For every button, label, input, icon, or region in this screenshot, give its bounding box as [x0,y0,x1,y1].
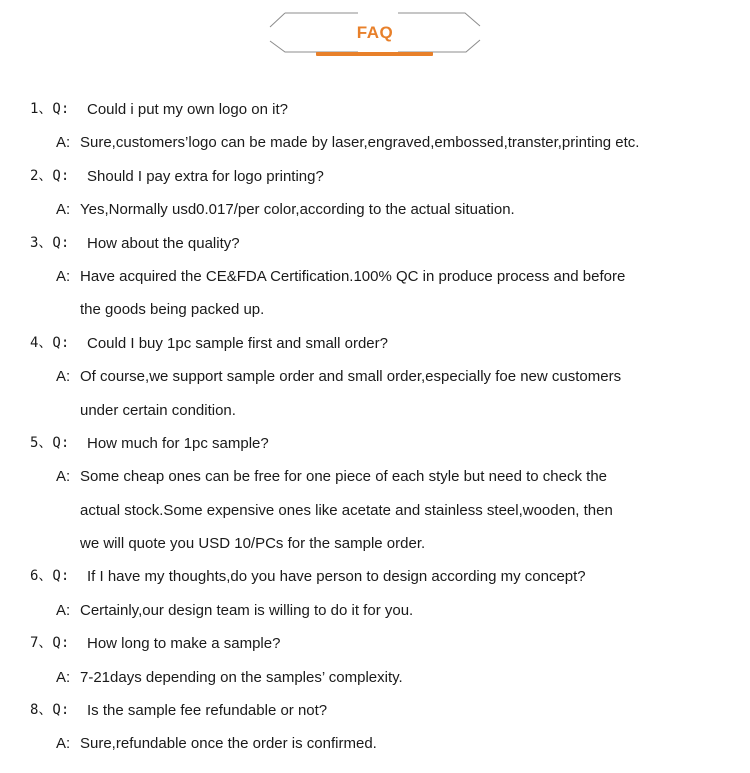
question-text: Could I buy 1pc sample first and small order? [87,334,388,352]
faq-answer-row [0,293,750,326]
question-number: 3、Q: [30,234,70,251]
header-accent-bar [316,52,433,56]
faq-answer-row [0,394,750,427]
faq-answer-row [0,494,750,527]
answer-prefix: A: [56,134,71,152]
answer-text: Sure,refundable once the order is confirmed. [80,735,377,753]
faq-header [0,0,750,70]
answer-prefix: A: [56,735,71,753]
question-text: Is the sample fee refundable or not? [87,702,328,720]
answer-text: Some cheap ones can be free for one piece of each style but need to check the [80,468,608,486]
faq-question-row [0,627,750,660]
question-number: 2、Q: [30,167,70,184]
faq-question-row [0,327,750,360]
faq-answer-row [0,126,750,159]
faq-answer-row [0,594,750,627]
answer-text: under certain condition. [80,401,236,419]
faq-answer-row [0,727,750,760]
answer-prefix: A: [56,601,71,619]
page-title: FAQ [356,23,394,42]
question-number: 8、Q: [30,702,70,719]
faq-question-row [0,227,750,260]
question-number: 7、Q: [30,635,70,652]
faq-question-row [0,694,750,727]
answer-text: actual stock.Some expensive ones like acetate and stainless steel,wooden, then [80,501,613,519]
answer-prefix: A: [56,468,71,486]
answer-text: Sure,customers’logo can be made by laser,engraved,embossed,transter,printing etc. [80,134,640,152]
answer-text: Have acquired the CE&FDA Certification.100% QC in produce process and before [80,267,626,285]
faq-answer-row [0,661,750,694]
question-number: 1、Q: [30,101,70,117]
faq-question-row [0,160,750,193]
answer-text: 7-21days depending on the samples’ complexity. [80,668,403,686]
question-text: How much for 1pc sample? [87,434,269,452]
answer-prefix: A: [56,368,71,386]
question-number: 6、Q: [30,568,70,585]
faq-answer-row [0,193,750,226]
faq-answer-row [0,460,750,493]
faq-answer-row [0,527,750,560]
answer-text: the goods being packed up. [80,301,265,319]
question-number: 5、Q: [30,434,70,451]
answer-text: Certainly,our design team is willing to do it for you. [80,601,414,619]
question-number: 4、Q: [30,334,70,351]
faq-list [0,93,750,761]
answer-prefix: A: [56,267,71,285]
faq-question-row [0,93,750,126]
faq-answer-row [0,360,750,393]
question-text: Should I pay extra for logo printing? [87,167,324,185]
answer-text: Of course,we support sample order and small order,especially foe new customers [80,368,622,386]
faq-question-row [0,427,750,460]
answer-prefix: A: [56,201,71,219]
answer-text: we will quote you USD 10/PCs for the sample order. [80,535,426,553]
question-text: How long to make a sample? [87,635,281,653]
question-text: Could i put my own logo on it? [87,101,288,118]
question-text: How about the quality? [87,234,240,252]
question-text: If I have my thoughts,do you have person to design according my concept? [87,568,586,586]
faq-question-row [0,560,750,593]
answer-prefix: A: [56,668,71,686]
answer-text: Yes,Normally usd0.017/per color,according to the actual situation. [80,201,515,219]
faq-answer-row [0,260,750,293]
